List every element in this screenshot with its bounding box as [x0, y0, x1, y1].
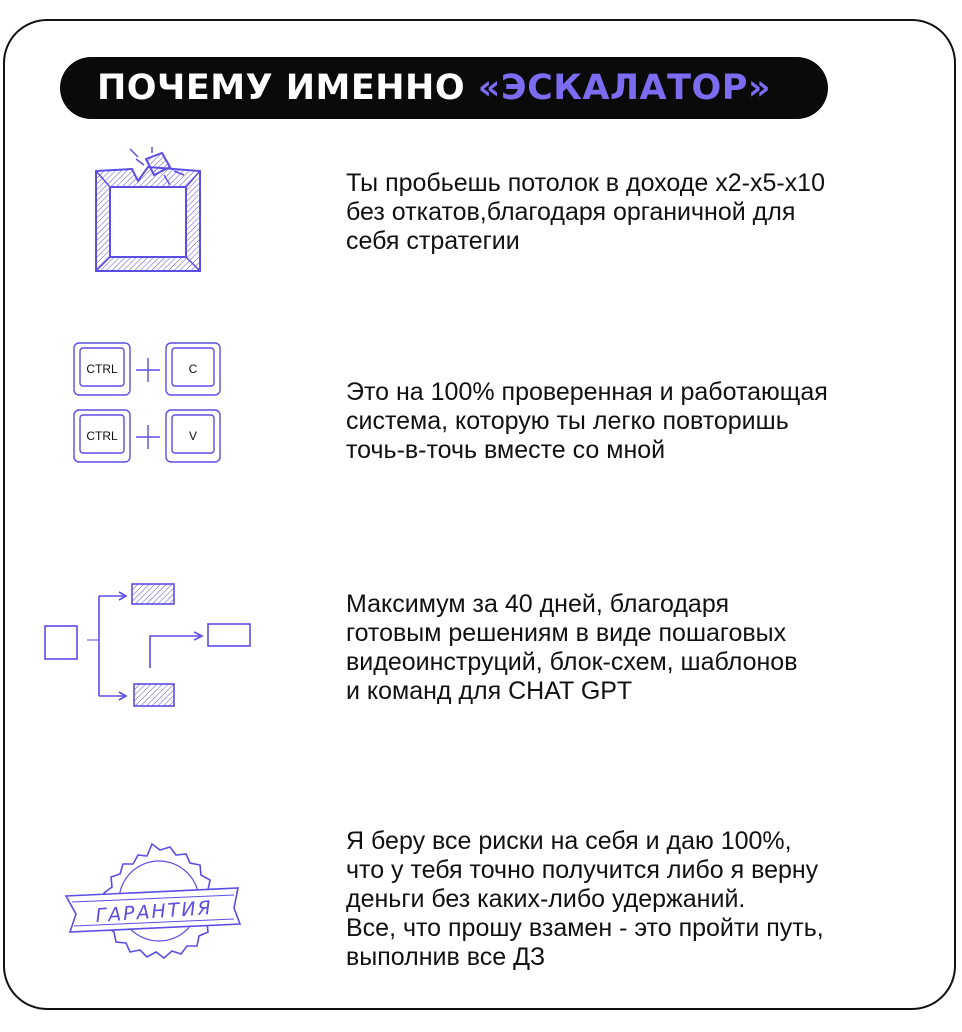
title-banner [60, 57, 828, 119]
feature-text-2: Это на 100% проверенная и работающая система, которую ты легко повторишь точь-в-точь вместе со мной [346, 378, 828, 464]
feature-text-1: Ты пробьешь потолок в доходе х2-х5-х10 без откатов,благодаря органичной для себя стратегии [346, 169, 825, 255]
guarantee-stamp-icon [62, 838, 242, 966]
title-main: ПОЧЕМУ ИМЕННО [97, 68, 478, 108]
stamp-label: ГАРАНТИЯ [94, 896, 214, 928]
key-v: V [188, 429, 198, 443]
key-ctrl-2: CTRL [86, 429, 118, 443]
key-c: C [188, 362, 198, 376]
title-accent: «ЭСКАЛАТОР» [477, 68, 772, 108]
key-ctrl-1: CTRL [86, 362, 118, 376]
copy-paste-keys-icon [72, 340, 224, 468]
flowchart-icon [42, 578, 254, 713]
broken-ceiling-frame-icon [90, 145, 210, 275]
feature-text-3: Максимум за 40 дней, благодаря готовым решениям в виде пошаговых видеоинструций, блок-схем, шаблонов и команд для CHAT GPT [346, 590, 798, 705]
feature-text-4: Я беру все риски на себя и даю 100%, что у тебя точно получится либо я верну деньги без каких-либо удержаний. Все, что прошу взамен - это пройти путь, выполнив все ДЗ [346, 827, 824, 971]
page-title [97, 68, 771, 108]
